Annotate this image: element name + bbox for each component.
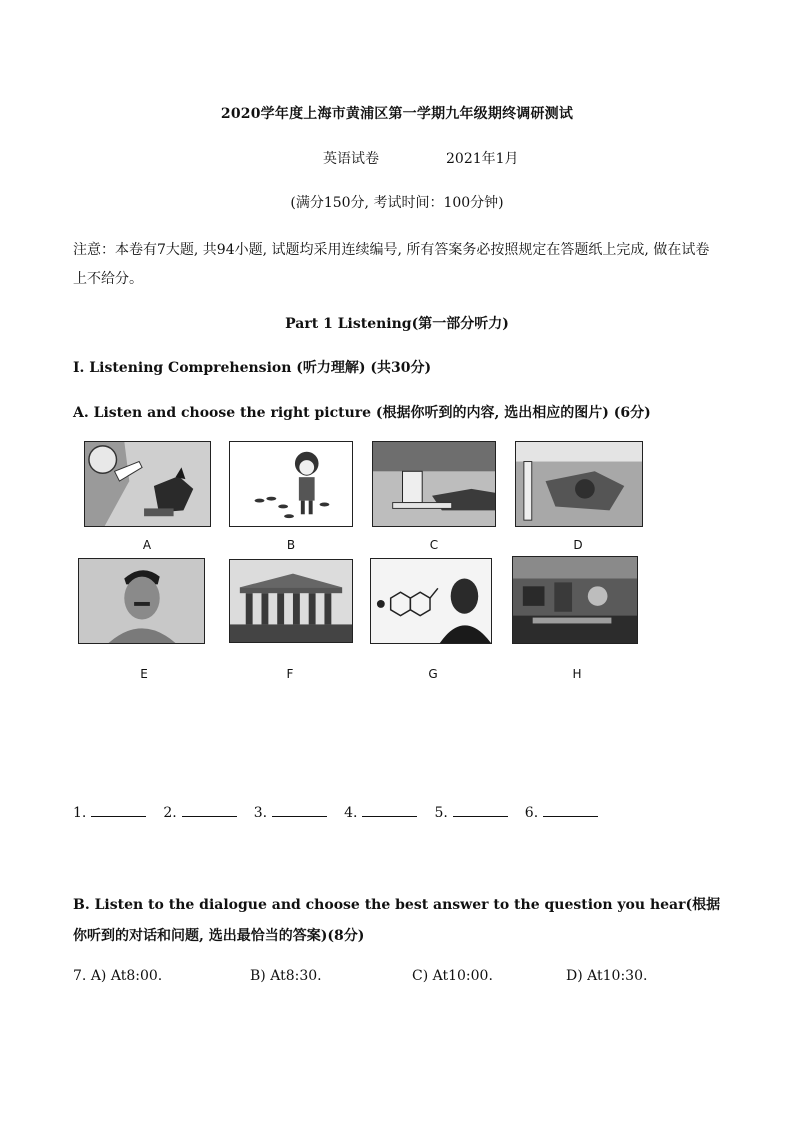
- hands-washing-picture: [515, 441, 643, 527]
- question-7-option-b[interactable]: B) At8:30.: [250, 968, 322, 984]
- picture-label-a: A: [142, 538, 152, 552]
- section-1-heading: I. Listening Comprehension (听力理解) (共30分): [73, 360, 432, 376]
- blank-line[interactable]: [362, 804, 417, 817]
- question-7-option-c[interactable]: C) At10:00.: [412, 968, 493, 984]
- picture-label-f: F: [286, 667, 294, 681]
- picture-label-c: C: [429, 538, 439, 552]
- picture-label-g: G: [428, 667, 438, 681]
- exam-date: 2021年1月: [446, 151, 519, 167]
- blank-line[interactable]: [182, 804, 237, 817]
- question-7-option-a[interactable]: [73, 968, 162, 984]
- parthenon-picture: [229, 559, 353, 643]
- exam-subject: 英语试卷: [323, 151, 379, 167]
- section-b-heading: B. Listen to the dialogue and choose the best answer to the question you hear(根据你听到的对话和问题, 选出最恰当的答案)(8分): [73, 897, 721, 944]
- answer-blank-6[interactable]: 6.: [525, 804, 598, 821]
- answer-blank-3[interactable]: 3.: [254, 804, 327, 821]
- man-portrait-picture: [78, 558, 205, 644]
- blank-line[interactable]: [91, 804, 146, 817]
- laboratory-picture: [512, 556, 638, 644]
- part1-heading: Part 1 Listening(第一部分听力): [285, 316, 509, 332]
- blank-line[interactable]: [272, 804, 327, 817]
- picture-label-e: E: [140, 667, 148, 681]
- answer-blank-4[interactable]: 4.: [344, 804, 417, 821]
- exam-title: 2020学年度上海市黄浦区第一学期九年级期终调研测试: [220, 106, 574, 122]
- section-a-heading: A. Listen and choose the right picture (根据你听到的内容, 选出相应的图片) (6分): [73, 405, 651, 421]
- answer-blank-5[interactable]: 5.: [434, 804, 507, 821]
- score-time-line: (满分150分, 考试时间：100分钟): [290, 195, 504, 211]
- man-with-dog-picture: [84, 441, 211, 527]
- blank-line[interactable]: [543, 804, 598, 817]
- option-a-text: A) At8:00.: [90, 968, 163, 984]
- answer-blank-2[interactable]: 2.: [163, 804, 236, 821]
- question-number: 7.: [73, 968, 87, 984]
- hand-with-glass-picture: [372, 441, 496, 527]
- answer-blank-1[interactable]: 1.: [73, 804, 146, 821]
- answer-blanks-row: [73, 804, 615, 821]
- scientist-molecule-picture: [370, 558, 492, 644]
- blank-line[interactable]: [453, 804, 508, 817]
- picture-label-h: H: [572, 667, 582, 681]
- picture-label-d: D: [573, 538, 583, 552]
- question-7-option-d[interactable]: D) At10:30.: [566, 968, 648, 984]
- picture-label-b: B: [286, 538, 296, 552]
- exam-notice: 注意：本卷有7大题, 共94小题, 试题均采用连续编号, 所有答案务必按照规定在答题纸上完成, 做在试卷上不给分。: [73, 242, 710, 287]
- cartoon-boy-footprints-picture: [229, 441, 353, 527]
